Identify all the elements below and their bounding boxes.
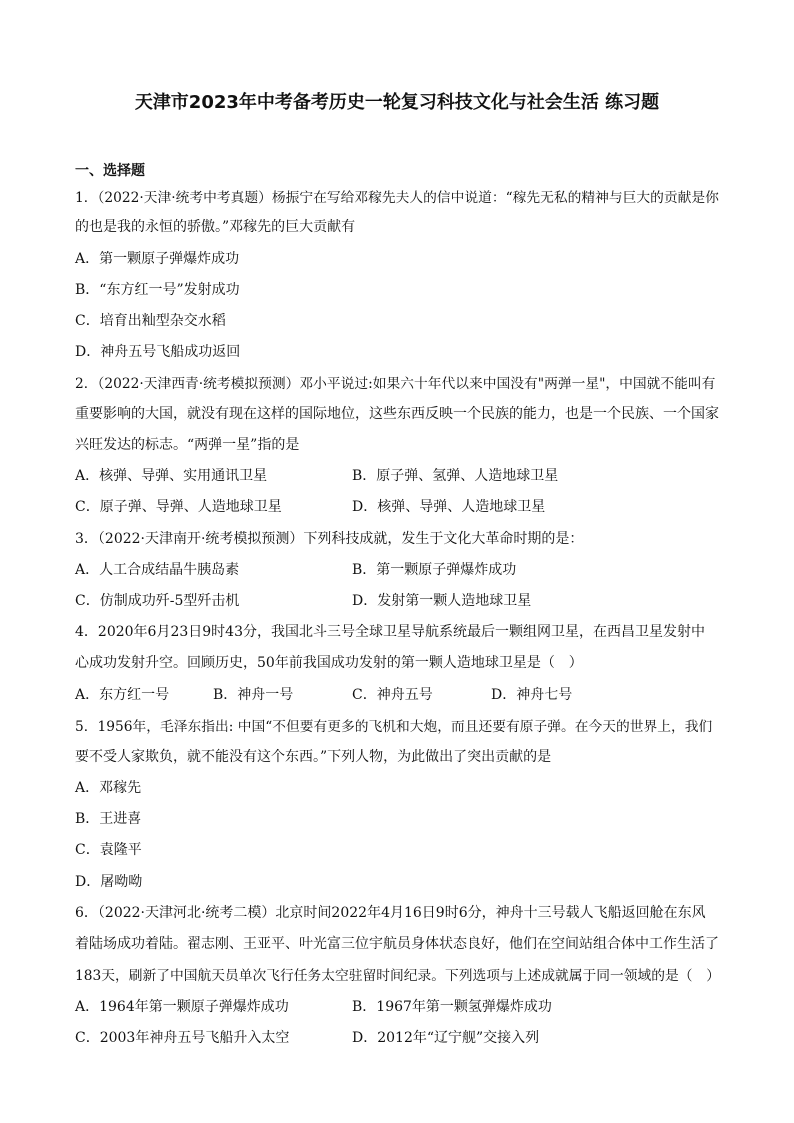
question-1-option-d: D．神舟五号飞船成功返回 <box>75 344 241 360</box>
question-5-text: 5．1956年，毛泽东指出: 中国“不但要有更多的飞机和大炮，而且还要有原子弹。在今天的世界上，我们 <box>75 719 713 735</box>
question-4-option-b: B．神舟一号 <box>213 687 294 703</box>
question-2-text: 2．（2022·天津西青·统考模拟预测）邓小平说过:如果六十年代以来中国没有"两弹一星"，中国就不能叫有 <box>75 376 716 392</box>
question-6-option-d: D．2012年“辽宁舰”交接入列 <box>352 1030 540 1046</box>
question-6-option-b: B．1967年第一颗氢弹爆炸成功 <box>352 999 552 1015</box>
question-2-option-d: D．核弹、导弹、人造地球卫星 <box>352 499 546 515</box>
question-1-option-b: B．“东方红一号”发射成功 <box>75 282 240 298</box>
question-4-option-c: C．神舟五号 <box>352 687 433 703</box>
question-1-option-c: C．培育出籼型杂交水稻 <box>75 313 226 329</box>
question-2-option-a: A．核弹、导弹、实用通讯卫星 <box>75 468 268 484</box>
question-6-option-c: C．2003年神舟五号飞船升入太空 <box>75 1030 290 1046</box>
question-1-text: 的也是我的永恒的骄傲。”邓稼先的巨大贡献有 <box>75 219 356 235</box>
question-5-option-a: A．邓稼先 <box>75 780 142 796</box>
question-5-option-d: D．屠呦呦 <box>75 874 143 890</box>
question-1-option-a: A．第一颗原子弹爆炸成功 <box>75 251 240 267</box>
question-4-text: 心成功发射升空。回顾历史，50年前我国成功发射的第一颗人造地球卫星是（ ） <box>75 655 583 671</box>
question-6-option-a: A．1964年第一颗原子弹爆炸成功 <box>75 999 289 1015</box>
document-title: 天津市2023年中考备考历史一轮复习科技文化与社会生活 练习题 <box>134 92 660 113</box>
question-3-option-b: B．第一颗原子弹爆炸成功 <box>352 562 517 578</box>
question-3-text: 3．（2022·天津南开·统考模拟预测）下列科技成就，发生于文化大革命时期的是： <box>75 531 584 547</box>
question-5-option-b: B．王进喜 <box>75 811 142 827</box>
question-2-option-b: B．原子弹、氢弹、人造地球卫星 <box>352 468 559 484</box>
question-3-option-c: C．仿制成功歼-5型歼击机 <box>75 593 240 609</box>
question-1-text: 1．（2022·天津·统考中考真题）杨振宁在写给邓稼先夫人的信中说道：“稼先无私的精神与巨大的贡献是你 <box>75 190 719 206</box>
question-6-text: 6．（2022·天津河北·统考二模）北京时间2022年4月16日9时6分，神舟十三号载人飞船返回舱在东风 <box>75 905 706 921</box>
question-3-option-d: D．发射第一颗人造地球卫星 <box>352 593 532 609</box>
question-2-text: 兴旺发达的标志。“两弹一星”指的是 <box>75 437 300 453</box>
question-4-text: 4．2020年6月23日9时43分，我国北斗三号全球卫星导航系统最后一颗组网卫星，在西昌卫星发射中 <box>75 624 705 640</box>
question-2-text: 重要影响的大国，就没有现在这样的国际地位，这些东西反映一个民族的能力，也是一个民族、一个国家 <box>75 406 719 422</box>
question-4-option-a: A．东方红一号 <box>75 687 170 703</box>
question-5-option-c: C．袁隆平 <box>75 842 142 858</box>
question-3-option-a: A．人工合成结晶牛胰岛素 <box>75 562 240 578</box>
question-6-text: 183天，刷新了中国航天员单次飞行任务太空驻留时间纪录。下列选项与上述成就属于同一领域的是（ ） <box>75 968 720 984</box>
section-heading: 一、选择题 <box>75 163 145 179</box>
question-6-text: 着陆场成功着陆。翟志刚、王亚平、叶光富三位宇航员身体状态良好，他们在空间站组合体中工作生活了 <box>75 936 719 952</box>
question-4-option-d: D．神舟七号 <box>491 687 573 703</box>
question-2-option-c: C．原子弹、导弹、人造地球卫星 <box>75 499 282 515</box>
question-5-text: 要不受人家欺负，就不能没有这个东西。”下列人物，为此做出了突出贡献的是 <box>75 749 552 765</box>
